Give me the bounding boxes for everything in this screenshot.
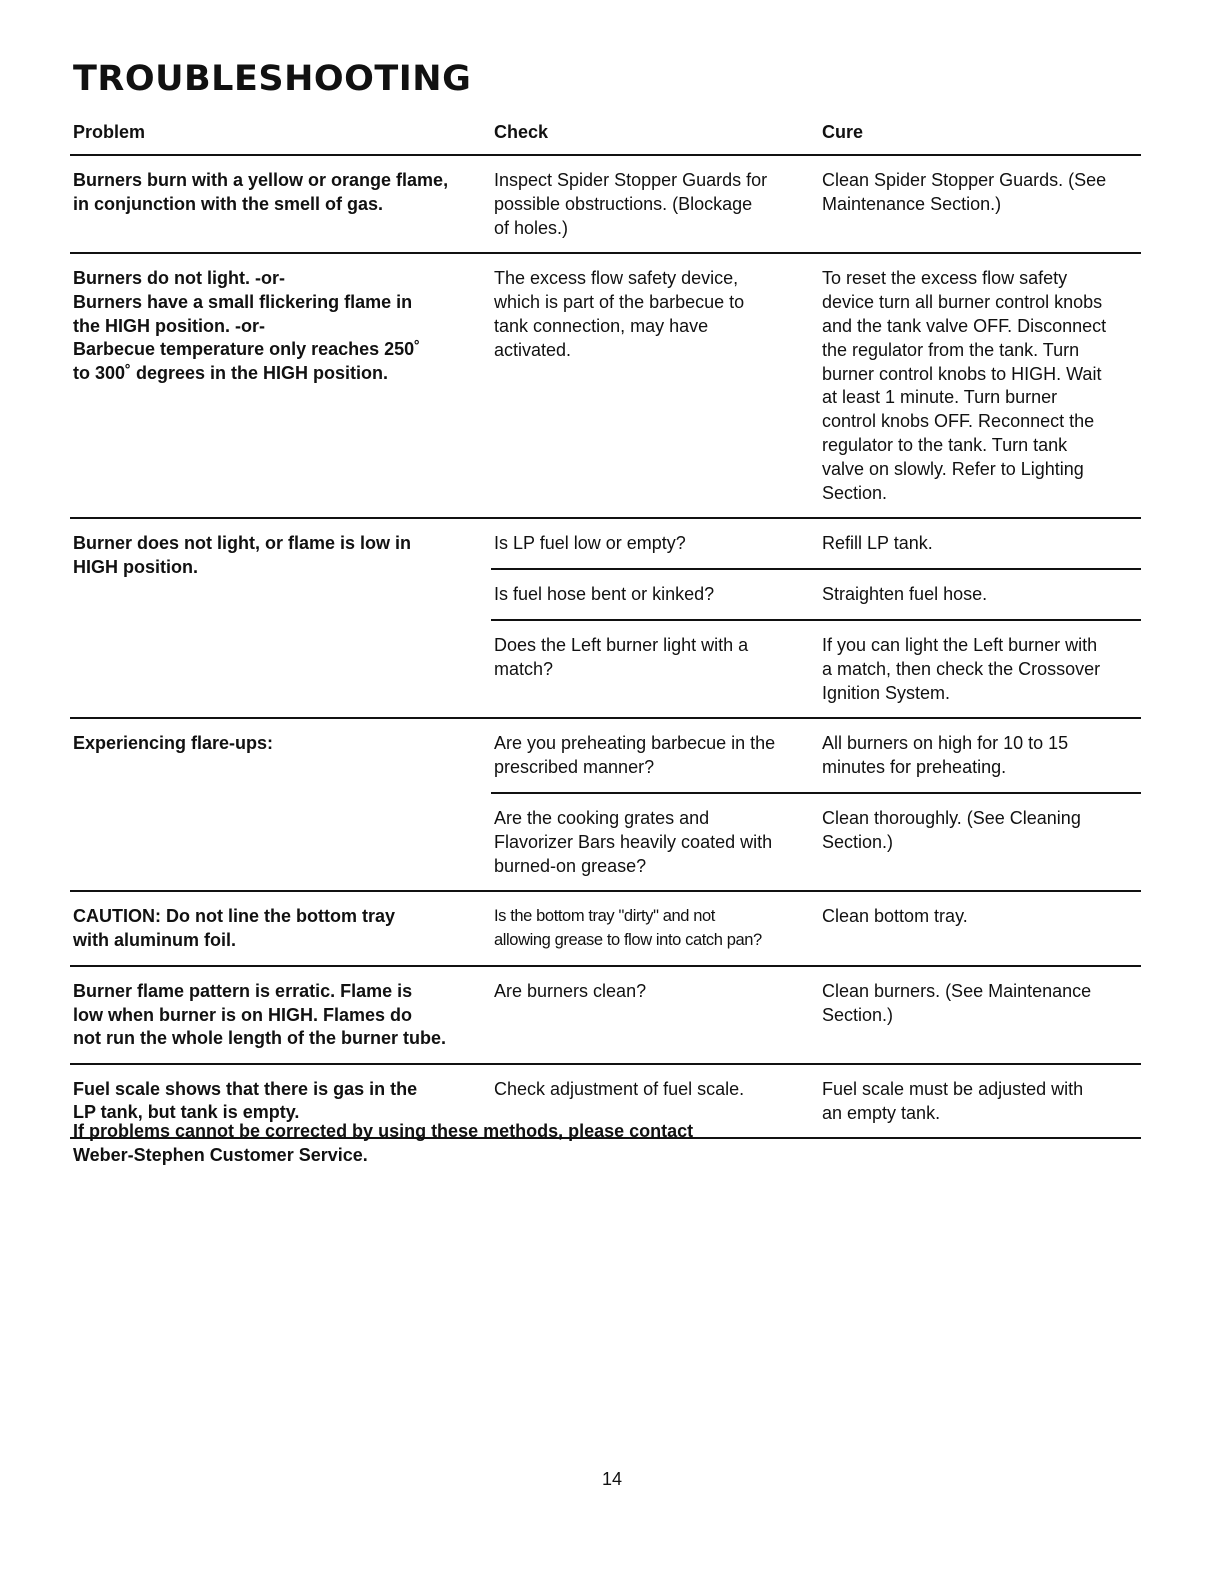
problem-line: Barbecue temperature only reaches 250˚ <box>73 339 421 360</box>
check-line: burned-on grease? <box>494 855 647 876</box>
check-cure-row <box>491 792 1141 890</box>
problem-line: in conjunction with the smell of gas. <box>73 193 384 214</box>
table-row <box>70 719 1141 892</box>
check-line: Inspect Spider Stopper Guards for <box>494 170 768 190</box>
problem-cell <box>70 519 491 717</box>
problem-cell <box>70 967 491 1063</box>
check-line: Is fuel hose bent or kinked? <box>494 584 715 605</box>
cure-cell <box>819 254 1141 517</box>
check-cure-row <box>491 519 1141 568</box>
problem-line: low when burner is on HIGH. Flames do <box>73 1004 413 1025</box>
cure-line: the regulator from the tank. Turn <box>822 339 1080 360</box>
troubleshooting-table <box>70 118 1141 1139</box>
check-cell <box>491 570 819 619</box>
cure-cell <box>819 794 1141 890</box>
check-cure-row <box>491 156 1141 252</box>
check-line: activated. <box>494 339 572 360</box>
check-cure-group <box>491 719 1141 890</box>
page-title: TROUBLESHOOTING <box>73 59 472 99</box>
problem-line: CAUTION: Do not line the bottom tray <box>73 906 395 927</box>
cure-cell <box>819 156 1141 252</box>
check-cell <box>491 156 819 252</box>
problem-line: Burner does not light, or flame is low in <box>73 533 412 554</box>
check-line: Are the cooking grates and <box>494 807 710 828</box>
cure-line: Fuel scale must be adjusted with <box>822 1078 1084 1099</box>
page-number: 14 <box>601 1469 623 1489</box>
check-line: possible obstructions. (Blockage <box>494 193 753 214</box>
check-line: Check adjustment of fuel scale. <box>494 1078 745 1099</box>
check-cure-row <box>491 967 1141 1040</box>
problem-line: Burner flame pattern is erratic. Flame is <box>73 980 413 1001</box>
cure-line: To reset the excess flow safety <box>822 268 1068 289</box>
cure-line: valve on slowly. Refer to Lighting <box>822 458 1084 479</box>
check-cure-group <box>491 967 1141 1063</box>
table-row <box>70 156 1141 254</box>
check-line: Flavorizer Bars heavily coated with <box>494 831 773 852</box>
header-cure: Cure <box>822 122 864 142</box>
check-line: Is LP fuel low or empty? <box>494 533 686 554</box>
check-cure-group <box>491 892 1141 965</box>
check-line: Are burners clean? <box>494 980 647 1001</box>
cure-line: Refill LP tank. <box>822 533 933 554</box>
problem-cell <box>70 892 491 965</box>
table-body <box>70 156 1141 1139</box>
cure-line: device turn all burner control knobs <box>822 292 1103 313</box>
check-line: Are you preheating barbecue in the <box>494 733 776 754</box>
check-cure-group <box>491 254 1141 517</box>
problem-line: Experiencing flare-ups: <box>73 733 274 754</box>
check-cell <box>491 892 819 965</box>
problem-line: Burners have a small flickering flame in <box>73 291 413 312</box>
check-cell <box>491 621 819 717</box>
table-row <box>70 892 1141 967</box>
problem-cell <box>70 254 491 517</box>
check-line: The excess flow safety device, <box>494 268 739 289</box>
cure-line: and the tank valve OFF. Disconnect <box>822 315 1107 336</box>
table-header <box>70 118 1141 156</box>
cure-line: burner control knobs to HIGH. Wait <box>822 363 1102 384</box>
cure-line: Clean thoroughly. (See Cleaning <box>822 807 1081 828</box>
cure-line: Clean burners. (See Maintenance <box>822 980 1092 1001</box>
cure-cell <box>819 967 1141 1040</box>
problem-line: Burners burn with a yellow or orange flame, <box>73 170 449 190</box>
cure-line: regulator to the tank. Turn tank <box>822 434 1068 455</box>
cure-line: at least 1 minute. Turn burner <box>822 387 1058 408</box>
problem-line: Burners do not light. -or- <box>73 268 285 289</box>
cure-line: control knobs OFF. Reconnect the <box>822 411 1095 432</box>
table-row <box>70 967 1141 1065</box>
cure-cell <box>819 519 1141 568</box>
cure-line: Section.) <box>822 831 894 852</box>
check-cure-row <box>491 892 1141 965</box>
problem-line: LP tank, but tank is empty. <box>73 1102 300 1123</box>
table-row <box>70 254 1141 519</box>
cure-line: Ignition System. <box>822 682 951 703</box>
problem-line: to 300˚ degrees in the HIGH position. <box>73 362 389 383</box>
check-cell <box>491 519 819 568</box>
check-cure-row <box>491 568 1141 619</box>
check-cell <box>491 967 819 1040</box>
check-cell <box>491 254 819 517</box>
cure-line: Clean Spider Stopper Guards. (See <box>822 170 1107 190</box>
check-cure-group <box>491 156 1141 252</box>
cure-line: Straighten fuel hose. <box>822 584 988 605</box>
cure-cell <box>819 570 1141 619</box>
cure-cell <box>819 621 1141 717</box>
header-check: Check <box>494 122 549 142</box>
check-line: prescribed manner? <box>494 757 655 778</box>
problem-cell <box>70 156 491 252</box>
cure-line: minutes for preheating. <box>822 757 1007 778</box>
cure-line: an empty tank. <box>822 1102 941 1123</box>
cure-line: a match, then check the Crossover <box>822 658 1101 679</box>
cure-line: Section.) <box>822 1004 894 1025</box>
cure-line: Section. <box>822 482 888 503</box>
problem-line: Fuel scale shows that there is gas in the <box>73 1078 418 1099</box>
check-cure-row <box>491 254 1141 517</box>
check-cell <box>491 794 819 890</box>
check-line: tank connection, may have <box>494 315 709 336</box>
check-line: Is the bottom tray "dirty" and not <box>494 907 715 926</box>
header-problem: Problem <box>73 122 146 142</box>
check-line: which is part of the barbecue to <box>494 292 745 313</box>
problem-line: with aluminum foil. <box>73 929 236 950</box>
cure-line: All burners on high for 10 to 15 <box>822 733 1069 754</box>
problem-line: HIGH position. <box>73 556 198 577</box>
problem-line: the HIGH position. -or- <box>73 315 265 336</box>
check-line: Does the Left burner light with a <box>494 634 749 655</box>
cure-cell <box>819 719 1141 792</box>
table-row <box>70 519 1141 719</box>
contact-note-line: If problems cannot be corrected by using these methods, please contact <box>73 1121 694 1141</box>
cure-line: Clean bottom tray. <box>822 906 968 927</box>
check-cure-row <box>491 619 1141 717</box>
cure-line: If you can light the Left burner with <box>822 634 1098 655</box>
problem-line: not run the whole length of the burner tube. <box>73 1028 446 1049</box>
contact-note-line: Weber-Stephen Customer Service. <box>73 1144 368 1165</box>
check-cure-group <box>491 519 1141 717</box>
contact-note <box>73 1120 693 1167</box>
check-line: allowing grease to flow into catch pan? <box>494 931 762 950</box>
cure-line: Maintenance Section.) <box>822 193 1002 214</box>
check-cure-row <box>491 719 1141 792</box>
problem-cell <box>70 719 491 890</box>
check-line: match? <box>494 658 554 679</box>
check-cell <box>491 719 819 792</box>
check-line: of holes.) <box>494 217 569 238</box>
cure-cell <box>819 892 1141 965</box>
cure-cell <box>819 1065 1141 1138</box>
